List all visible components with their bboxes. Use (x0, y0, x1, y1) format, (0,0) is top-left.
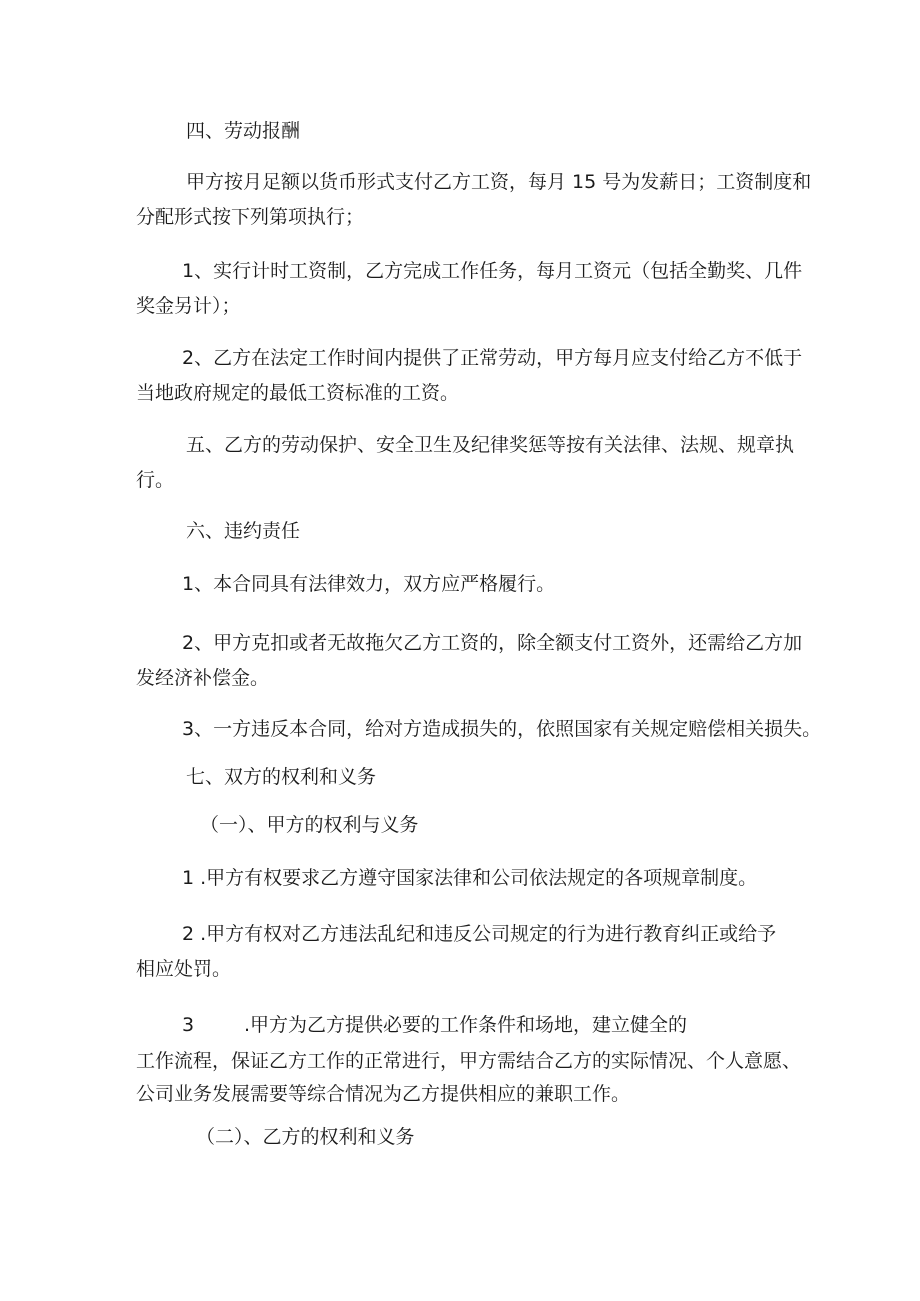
list-item-line: 2、甲方克扣或者无故拖欠乙方工资的，除全额支付工资外，还需给乙方加 (182, 632, 803, 654)
list-item-number: 3 (182, 1014, 195, 1036)
paragraph-line: 行。 (136, 469, 175, 491)
section-heading-liability: 六、违约责任 (186, 520, 301, 542)
section-heading-rights: 七、双方的权利和义务 (186, 766, 377, 788)
list-item-line: 2、乙方在法定工作时间内提供了正常劳动，甲方每月应支付给乙方不低于 (182, 347, 803, 369)
paragraph-line: 甲方按月足额以货币形式支付乙方工资，每月 15 号为发薪日；工资制度和 (186, 171, 812, 193)
list-item-line: 1、实行计时工资制，乙方完成工作任务，每月工资元（包括全勤奖、几件 (182, 260, 803, 282)
list-item-line: .甲方为乙方提供必要的工作条件和场地，建立健全的 (244, 1014, 688, 1036)
subsection-heading-party-a: （一）、甲方的权利与义务 (200, 814, 419, 836)
subsection-heading-party-b: （二）、乙方的权利和义务 (196, 1126, 415, 1148)
list-item-line: 公司业务发展需要等综合情况为乙方提供相应的兼职工作。 (136, 1083, 631, 1105)
list-item-line: 相应处罚。 (136, 958, 232, 980)
list-item-line: 工作流程，保证乙方工作的正常进行，甲方需结合乙方的实际情况、个人意愿、 (136, 1050, 802, 1072)
list-item-line: 发经济补偿金。 (136, 667, 270, 689)
list-item-line: 奖金另计）； (136, 295, 241, 317)
section-heading-labor-pay: 四、劳动报酬 (186, 120, 301, 142)
paragraph-line: 分配形式按下列第项执行； (136, 206, 365, 228)
list-item-line: 1、本合同具有法律效力，双方应严格履行。 (182, 573, 556, 595)
section-heading-protection: 五、乙方的劳动保护、安全卫生及纪律奖惩等按有关法律、法规、规章执 (186, 434, 795, 456)
list-item-line: 当地政府规定的最低工资标准的工资。 (136, 382, 460, 404)
list-item-line: 3、一方违反本合同，给对方造成损失的，依照国家有关规定赔偿相关损失。 (182, 718, 822, 740)
list-item-line: 2 .甲方有权对乙方违法乱纪和违反公司规定的行为进行教育纠正或给予 (182, 923, 777, 945)
list-item-line: 1 .甲方有权要求乙方遵守国家法律和公司依法规定的各项规章制度。 (182, 867, 758, 889)
